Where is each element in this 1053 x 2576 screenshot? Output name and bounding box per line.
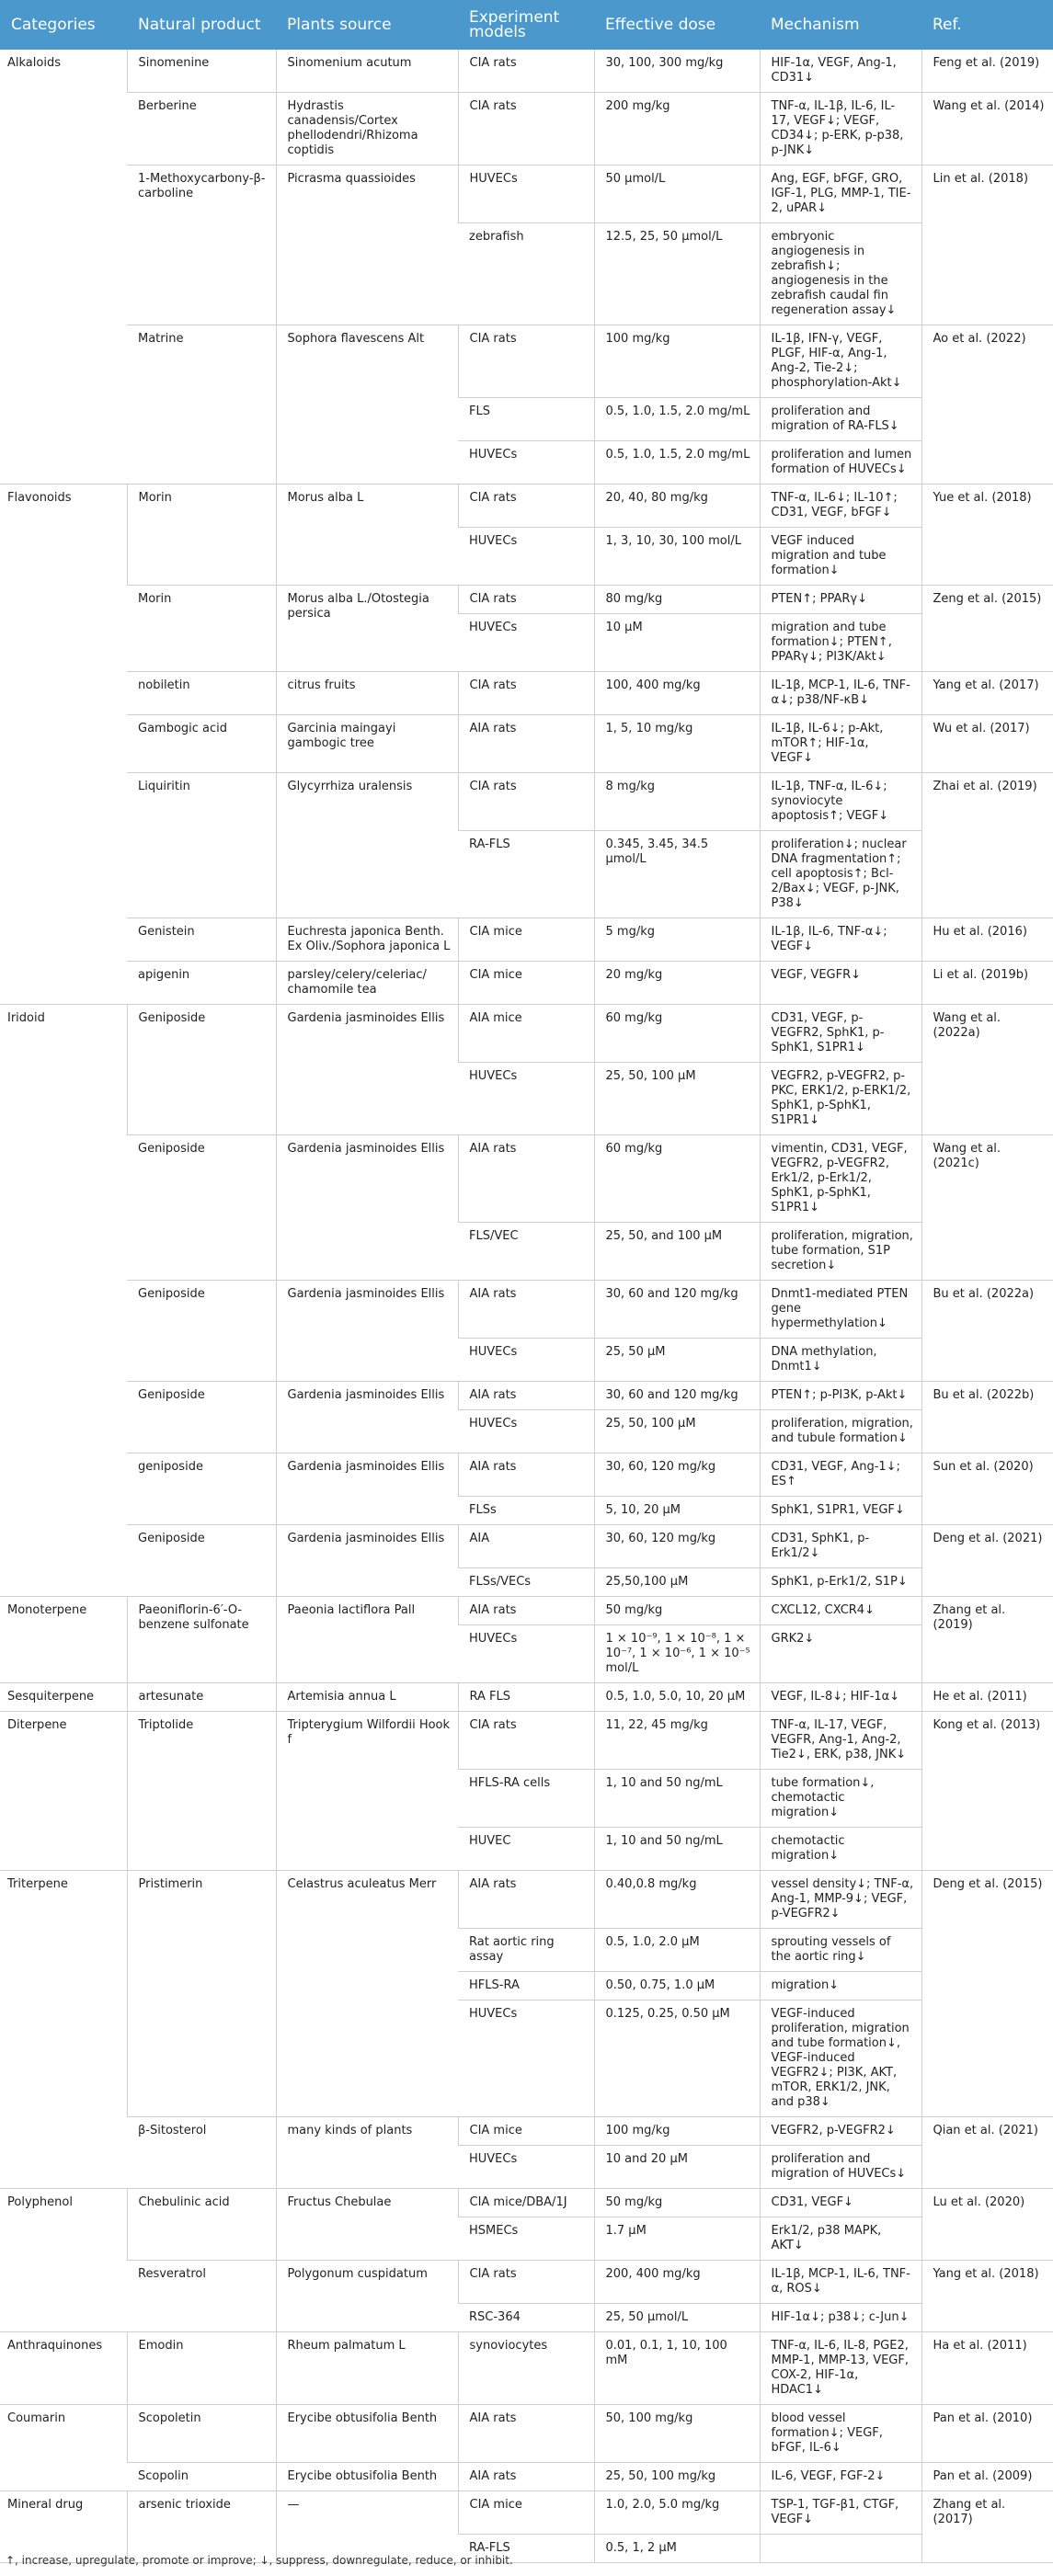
- ref-cell: Zhang et al. (2019): [921, 1597, 1053, 1683]
- effective-dose-cell: 100, 400 mg/kg: [594, 672, 760, 715]
- ref-cell: Feng et al. (2019): [921, 50, 1053, 93]
- effective-dose-cell: 25, 50, and 100 μM: [594, 1223, 760, 1281]
- category-cell: Mineral drug: [0, 2491, 127, 2563]
- mechanism-cell: IL-1β, IL-6, TNF-α↓; VEGF↓: [760, 918, 921, 962]
- experiment-model-cell: RA FLS: [458, 1683, 594, 1712]
- header-categories: Categories: [0, 0, 127, 50]
- experiment-model-cell: HUVECs: [458, 614, 594, 672]
- mechanism-cell: GRK2↓: [760, 1625, 921, 1683]
- effective-dose-cell: 60 mg/kg: [594, 1135, 760, 1223]
- ref-cell: Deng et al. (2015): [921, 1871, 1053, 2117]
- mechanism-cell: [760, 2535, 921, 2563]
- experiment-model-cell: CIA rats: [458, 672, 594, 715]
- table-row: [0, 2261, 1053, 2304]
- mechanism-cell: IL-1β, TNF-α, IL-6↓; synoviocyte apoptosis↑; VEGF↓: [760, 773, 921, 831]
- mechanism-cell: VEGF-induced proliferation, migration and tube formation↓, VEGF-induced VEGFR2↓; PI3K, AKT, mTOR, ERK1/2, JNK, and p38↓: [760, 2000, 921, 2117]
- experiment-model-cell: HUVEC: [458, 1828, 594, 1871]
- mechanism-cell: embryonic angiogenesis in zebrafish↓; angiogenesis in the zebrafish caudal fin regeneration assay↓: [760, 223, 921, 325]
- experiment-model-cell: AIA rats: [458, 715, 594, 773]
- mechanism-cell: VEGFR2, p-VEGFR2, p-PKC, ERK1/2, p-ERK1/2, SphK1, p-SphK1, S1PR1↓: [760, 1063, 921, 1135]
- header-ref: Ref.: [921, 0, 1053, 50]
- natural-product-cell: Scopoletin: [127, 2405, 276, 2463]
- natural-product-cell: Pristimerin: [127, 1871, 276, 2117]
- effective-dose-cell: 100 mg/kg: [594, 325, 760, 398]
- mechanism-cell: SphK1, S1PR1, VEGF↓: [760, 1497, 921, 1525]
- natural-product-cell: geniposide: [127, 1453, 276, 1525]
- table-row: [0, 1712, 1053, 1770]
- ref-cell: Wang et al. (2014): [921, 93, 1053, 165]
- table-row: [0, 2491, 1053, 2535]
- header-experiment-models: Experiment models: [458, 0, 594, 50]
- mechanism-cell: IL-1β, IL-6↓; p-Akt, mTOR↑; HIF-1α, VEGF↓: [760, 715, 921, 773]
- category-cell: Flavonoids: [0, 484, 127, 1005]
- ref-cell: Wang et al. (2021c): [921, 1135, 1053, 1281]
- experiment-model-cell: HUVECs: [458, 2000, 594, 2117]
- natural-product-cell: Morin: [127, 586, 276, 672]
- table-row: [0, 2117, 1053, 2146]
- experiment-model-cell: FLSs/VECs: [458, 1568, 594, 1597]
- experiment-model-cell: HSMECs: [458, 2217, 594, 2261]
- table-row: [0, 672, 1053, 715]
- experiment-model-cell: AIA rats: [458, 1382, 594, 1410]
- table-row: [0, 1382, 1053, 1410]
- table-row: [0, 773, 1053, 831]
- mechanism-cell: TNF-α, IL-1β, IL-6, IL-17, VEGF↓; VEGF, CD34↓; p-ERK, p-p38, p-JNK↓: [760, 93, 921, 165]
- plants-source-cell: Rheum palmatum L: [276, 2332, 458, 2405]
- mechanism-cell: VEGF, IL-8↓; HIF-1α↓: [760, 1683, 921, 1712]
- plants-source-cell: Glycyrrhiza uralensis: [276, 773, 458, 918]
- mechanism-cell: vessel density↓; TNF-α, Ang-1, MMP-9↓; VEGF, p-VEGFR2↓: [760, 1871, 921, 1929]
- experiment-model-cell: AIA rats: [458, 2405, 594, 2463]
- mechanism-cell: tube formation↓, chemotactic migration↓: [760, 1770, 921, 1828]
- effective-dose-cell: 30, 60, 120 mg/kg: [594, 1525, 760, 1568]
- ref-cell: Bu et al. (2022a): [921, 1281, 1053, 1382]
- effective-dose-cell: 0.5, 1.0, 2.0 μM: [594, 1929, 760, 1972]
- natural-product-cell: Berberine: [127, 93, 276, 165]
- category-cell: Sesquiterpene: [0, 1683, 127, 1712]
- effective-dose-cell: 100 mg/kg: [594, 2117, 760, 2146]
- natural-product-cell: Paeoniflorin-6′-O-benzene sulfonate: [127, 1597, 276, 1683]
- effective-dose-cell: 25, 50, 100 mg/kg: [594, 2463, 760, 2491]
- effective-dose-cell: 0.5, 1.0, 1.5, 2.0 mg/mL: [594, 398, 760, 441]
- mechanism-cell: Dnmt1-mediated PTEN gene hypermethylation↓: [760, 1281, 921, 1339]
- ref-cell: Yang et al. (2017): [921, 672, 1053, 715]
- experiment-model-cell: HUVECs: [458, 2146, 594, 2189]
- effective-dose-cell: 20, 40, 80 mg/kg: [594, 484, 760, 528]
- experiment-model-cell: HUVECs: [458, 1339, 594, 1382]
- mechanism-cell: HIF-1α, VEGF, Ang-1, CD31↓: [760, 50, 921, 93]
- plants-source-cell: Morus alba L./Otostegia persica: [276, 586, 458, 672]
- ref-cell: Ha et al. (2011): [921, 2332, 1053, 2405]
- plants-source-cell: Gardenia jasminoides Ellis: [276, 1135, 458, 1281]
- natural-product-cell: nobiletin: [127, 672, 276, 715]
- ref-cell: Yang et al. (2018): [921, 2261, 1053, 2332]
- mechanism-cell: TNF-α, IL-6↓; IL-10↑; CD31, VEGF, bFGF↓: [760, 484, 921, 528]
- table-row: [0, 50, 1053, 93]
- ref-cell: Li et al. (2019b): [921, 962, 1053, 1005]
- category-cell: Alkaloids: [0, 50, 127, 484]
- mechanism-cell: migration↓: [760, 1972, 921, 2000]
- mechanism-cell: TNF-α, IL-17, VEGF, VEGFR, Ang-1, Ang-2, Tie2↓, ERK, p38, JNK↓: [760, 1712, 921, 1770]
- ref-cell: Lin et al. (2018): [921, 165, 1053, 325]
- natural-product-cell: Matrine: [127, 325, 276, 484]
- header-natural-product: Natural product: [127, 0, 276, 50]
- table-row: [0, 1683, 1053, 1712]
- effective-dose-cell: 5 mg/kg: [594, 918, 760, 962]
- table-row: [0, 962, 1053, 1005]
- natural-product-cell: Emodin: [127, 2332, 276, 2405]
- effective-dose-cell: 200 mg/kg: [594, 93, 760, 165]
- experiment-model-cell: HUVECs: [458, 165, 594, 223]
- mechanism-cell: proliferation and migration of RA-FLS↓: [760, 398, 921, 441]
- experiment-model-cell: CIA rats: [458, 93, 594, 165]
- experiment-model-cell: AIA rats: [458, 1871, 594, 1929]
- header-mechanism: Mechanism: [760, 0, 921, 50]
- natural-product-cell: β-Sitosterol: [127, 2117, 276, 2189]
- mechanism-cell: sprouting vessels of the aortic ring↓: [760, 1929, 921, 1972]
- table-row: [0, 715, 1053, 773]
- mechanism-cell: migration and tube formation↓; PTEN↑, PPARγ↓; PI3K/Akt↓: [760, 614, 921, 672]
- mechanism-cell: CXCL12, CXCR4↓: [760, 1597, 921, 1625]
- plants-source-cell: Hydrastis canadensis/Cortex phellodendri/Rhizoma coptidis: [276, 93, 458, 165]
- experiment-model-cell: AIA rats: [458, 1453, 594, 1497]
- ref-cell: Pan et al. (2009): [921, 2463, 1053, 2491]
- effective-dose-cell: 20 mg/kg: [594, 962, 760, 1005]
- effective-dose-cell: 25, 50, 100 μM: [594, 1063, 760, 1135]
- table-row: [0, 1135, 1053, 1223]
- experiment-model-cell: FLSs: [458, 1497, 594, 1525]
- footnote: ↑, increase, upregulate, promote or improve; ↓, suppress, downregulate, reduce, or inhibit.: [6, 2554, 513, 2567]
- table-row: [0, 1453, 1053, 1497]
- ref-cell: Wu et al. (2017): [921, 715, 1053, 773]
- table-row: [0, 1871, 1053, 1929]
- ref-cell: Sun et al. (2020): [921, 1453, 1053, 1525]
- mechanism-cell: CD31, VEGF, p-VEGFR2, SphK1, p-SphK1, S1PR1↓: [760, 1005, 921, 1063]
- effective-dose-cell: 30, 60 and 120 mg/kg: [594, 1382, 760, 1410]
- natural-product-cell: artesunate: [127, 1683, 276, 1712]
- table-row: [0, 165, 1053, 223]
- header-plants-source: Plants source: [276, 0, 458, 50]
- effective-dose-cell: 0.125, 0.25, 0.50 μM: [594, 2000, 760, 2117]
- experiment-model-cell: CIA mice: [458, 918, 594, 962]
- category-cell: Anthraquinones: [0, 2332, 127, 2405]
- effective-dose-cell: 0.5, 1.0, 1.5, 2.0 mg/mL: [594, 441, 760, 484]
- plants-source-cell: Paeonia lactiflora Pall: [276, 1597, 458, 1683]
- category-cell: Iridoid: [0, 1005, 127, 1597]
- mechanism-cell: chemotactic migration↓: [760, 1828, 921, 1871]
- experiment-model-cell: HUVECs: [458, 441, 594, 484]
- effective-dose-cell: 0.40,0.8 mg/kg: [594, 1871, 760, 1929]
- table-row: [0, 918, 1053, 962]
- mechanism-cell: proliferation↓; nuclear DNA fragmentation↑; cell apoptosis↑; Bcl-2/Bax↓; VEGF, p-JNK, P38↓: [760, 831, 921, 918]
- ref-cell: Wang et al. (2022a): [921, 1005, 1053, 1135]
- mechanism-cell: HIF-1α↓; p38↓; c-Jun↓: [760, 2304, 921, 2332]
- ref-cell: Pan et al. (2010): [921, 2405, 1053, 2463]
- experiment-model-cell: HUVECs: [458, 1063, 594, 1135]
- mechanism-cell: TSP-1, TGF-β1, CTGF, VEGF↓: [760, 2491, 921, 2535]
- experiment-model-cell: CIA mice: [458, 2491, 594, 2535]
- mechanism-cell: SphK1, p-Erk1/2, S1P↓: [760, 1568, 921, 1597]
- natural-product-cell: Geniposide: [127, 1382, 276, 1453]
- experiment-model-cell: FLS: [458, 398, 594, 441]
- experiment-model-cell: AIA rats: [458, 1135, 594, 1223]
- effective-dose-cell: 0.01, 0.1, 1, 10, 100 mM: [594, 2332, 760, 2405]
- natural-product-cell: Chebulinic acid: [127, 2189, 276, 2261]
- plants-source-cell: Artemisia annua L: [276, 1683, 458, 1712]
- table-row: [0, 1525, 1053, 1568]
- plants-source-cell: Euchresta japonica Benth. Ex Oliv./Sophora japonica L: [276, 918, 458, 962]
- plants-source-cell: Erycibe obtusifolia Benth: [276, 2463, 458, 2491]
- plants-source-cell: Sinomenium acutum: [276, 50, 458, 93]
- ref-cell: Zhai et al. (2019): [921, 773, 1053, 918]
- plants-source-cell: Tripterygium Wilfordii Hook f: [276, 1712, 458, 1871]
- natural-product-cell: Resveratrol: [127, 2261, 276, 2332]
- mechanism-cell: proliferation, migration, and tubule formation↓: [760, 1410, 921, 1453]
- plants-source-cell: many kinds of plants: [276, 2117, 458, 2189]
- mechanism-cell: CD31, VEGF, Ang-1↓; ES↑: [760, 1453, 921, 1497]
- mechanism-cell: VEGF induced migration and tube formation↓: [760, 528, 921, 586]
- natural-product-cell: Gambogic acid: [127, 715, 276, 773]
- ref-cell: Bu et al. (2022b): [921, 1382, 1053, 1453]
- ref-cell: Qian et al. (2021): [921, 2117, 1053, 2189]
- effective-dose-cell: 10 and 20 μM: [594, 2146, 760, 2189]
- experiment-model-cell: CIA rats: [458, 773, 594, 831]
- natural-product-cell: Geniposide: [127, 1281, 276, 1382]
- natural-product-cell: Liquiritin: [127, 773, 276, 918]
- category-cell: Coumarin: [0, 2405, 127, 2491]
- mechanism-cell: PTEN↑; p-PI3K, p-Akt↓: [760, 1382, 921, 1410]
- experiment-model-cell: CIA rats: [458, 484, 594, 528]
- effective-dose-cell: 50 μmol/L: [594, 165, 760, 223]
- experiment-model-cell: HUVECs: [458, 528, 594, 586]
- category-cell: Polyphenol: [0, 2189, 127, 2332]
- effective-dose-cell: 25, 50, 100 μM: [594, 1410, 760, 1453]
- mechanism-cell: VEGF, VEGFR↓: [760, 962, 921, 1005]
- mechanism-cell: Erk1/2, p38 MAPK, AKT↓: [760, 2217, 921, 2261]
- plants-source-cell: Garcinia maingayi gambogic tree: [276, 715, 458, 773]
- plants-source-cell: Gardenia jasminoides Ellis: [276, 1453, 458, 1525]
- table-row: [0, 2332, 1053, 2405]
- plants-source-cell: Gardenia jasminoides Ellis: [276, 1005, 458, 1135]
- experiment-model-cell: CIA rats: [458, 50, 594, 93]
- plants-source-cell: Morus alba L: [276, 484, 458, 586]
- experiment-model-cell: zebrafish: [458, 223, 594, 325]
- mechanism-cell: TNF-α, IL-6, IL-8, PGE2, MMP-1, MMP-13, VEGF, COX-2, HIF-1α, HDAC1↓: [760, 2332, 921, 2405]
- experiment-model-cell: Rat aortic ring assay: [458, 1929, 594, 1972]
- experiment-model-cell: AIA rats: [458, 1281, 594, 1339]
- experiment-model-cell: RA-FLS: [458, 831, 594, 918]
- table-row: [0, 2189, 1053, 2217]
- plants-source-cell: Polygonum cuspidatum: [276, 2261, 458, 2332]
- table-row: [0, 484, 1053, 528]
- mechanism-cell: IL-6, VEGF, FGF-2↓: [760, 2463, 921, 2491]
- effective-dose-cell: 11, 22, 45 mg/kg: [594, 1712, 760, 1770]
- experiment-model-cell: CIA rats: [458, 325, 594, 398]
- ref-cell: Deng et al. (2021): [921, 1525, 1053, 1597]
- experiment-model-cell: CIA mice: [458, 962, 594, 1005]
- effective-dose-cell: 1, 10 and 50 ng/mL: [594, 1770, 760, 1828]
- experiment-model-cell: HUVECs: [458, 1410, 594, 1453]
- effective-dose-cell: 0.345, 3.45, 34.5 μmol/L: [594, 831, 760, 918]
- mechanism-cell: IL-1β, MCP-1, IL-6, TNF-α, ROS↓: [760, 2261, 921, 2304]
- effective-dose-cell: 50 mg/kg: [594, 2189, 760, 2217]
- experiment-model-cell: AIA rats: [458, 1597, 594, 1625]
- effective-dose-cell: 0.50, 0.75, 1.0 μM: [594, 1972, 760, 2000]
- ref-cell: Zhang et al. (2017): [921, 2491, 1053, 2563]
- effective-dose-cell: 30, 60, 120 mg/kg: [594, 1453, 760, 1497]
- effective-dose-cell: 200, 400 mg/kg: [594, 2261, 760, 2304]
- ref-cell: He et al. (2011): [921, 1683, 1053, 1712]
- mechanism-cell: CD31, VEGF↓: [760, 2189, 921, 2217]
- natural-product-cell: 1-Methoxycarbony-β-carboline: [127, 165, 276, 325]
- plants-source-cell: Sophora flavescens Alt: [276, 325, 458, 484]
- effective-dose-cell: 0.5, 1, 2 μM: [594, 2535, 760, 2563]
- effective-dose-cell: 30, 60 and 120 mg/kg: [594, 1281, 760, 1339]
- effective-dose-cell: 0.5, 1.0, 5.0, 10, 20 μM: [594, 1683, 760, 1712]
- header-row: [0, 0, 1053, 50]
- effective-dose-cell: 8 mg/kg: [594, 773, 760, 831]
- plants-source-cell: Gardenia jasminoides Ellis: [276, 1382, 458, 1453]
- ref-cell: Ao et al. (2022): [921, 325, 1053, 484]
- mechanism-cell: proliferation and migration of HUVECs↓: [760, 2146, 921, 2189]
- mechanism-cell: blood vessel formation↓; VEGF, bFGF, IL-6↓: [760, 2405, 921, 2463]
- mechanism-cell: vimentin, CD31, VEGF, VEGFR2, p-VEGFR2, Erk1/2, p-Erk1/2, SphK1, p-SphK1, S1PR1↓: [760, 1135, 921, 1223]
- effective-dose-cell: 50, 100 mg/kg: [594, 2405, 760, 2463]
- ref-cell: Zeng et al. (2015): [921, 586, 1053, 672]
- experiment-model-cell: CIA mice: [458, 2117, 594, 2146]
- effective-dose-cell: 25, 50 μmol/L: [594, 2304, 760, 2332]
- mechanism-cell: CD31, SphK1, p-Erk1/2↓: [760, 1525, 921, 1568]
- effective-dose-cell: 10 μM: [594, 614, 760, 672]
- effective-dose-cell: 1 × 10⁻⁹, 1 × 10⁻⁸, 1 × 10⁻⁷, 1 × 10⁻⁶, 1 × 10⁻⁵ mol/L: [594, 1625, 760, 1683]
- natural-product-cell: Morin: [127, 484, 276, 586]
- effective-dose-cell: 1, 10 and 50 ng/mL: [594, 1828, 760, 1871]
- experiment-model-cell: RA-FLS: [458, 2535, 594, 2563]
- natural-product-cell: Geniposide: [127, 1135, 276, 1281]
- table-row: [0, 2463, 1053, 2491]
- experiment-model-cell: synoviocytes: [458, 2332, 594, 2405]
- natural-product-cell: Geniposide: [127, 1005, 276, 1135]
- experiment-model-cell: AIA rats: [458, 2463, 594, 2491]
- effective-dose-cell: 60 mg/kg: [594, 1005, 760, 1063]
- table-row: [0, 2405, 1053, 2463]
- effective-dose-cell: 5, 10, 20 μM: [594, 1497, 760, 1525]
- mechanism-cell: PTEN↑; PPARγ↓: [760, 586, 921, 614]
- effective-dose-cell: 1, 5, 10 mg/kg: [594, 715, 760, 773]
- plants-source-cell: Celastrus aculeatus Merr: [276, 1871, 458, 2117]
- table-row: [0, 1281, 1053, 1339]
- mechanism-cell: proliferation, migration, tube formation, S1P secretion↓: [760, 1223, 921, 1281]
- mechanism-cell: proliferation and lumen formation of HUVECs↓: [760, 441, 921, 484]
- natural-product-cell: Geniposide: [127, 1525, 276, 1597]
- mechanism-cell: VEGFR2, p-VEGFR2↓: [760, 2117, 921, 2146]
- effective-dose-cell: 12.5, 25, 50 μmol/L: [594, 223, 760, 325]
- plants-source-cell: Fructus Chebulae: [276, 2189, 458, 2261]
- effective-dose-cell: 30, 100, 300 mg/kg: [594, 50, 760, 93]
- plants-source-cell: Gardenia jasminoides Ellis: [276, 1525, 458, 1597]
- natural-product-cell: Scopolin: [127, 2463, 276, 2491]
- plants-source-cell: parsley/celery/celeriac/ chamomile tea: [276, 962, 458, 1005]
- effective-dose-cell: 1.0, 2.0, 5.0 mg/kg: [594, 2491, 760, 2535]
- ref-cell: Hu et al. (2016): [921, 918, 1053, 962]
- effective-dose-cell: 1.7 μM: [594, 2217, 760, 2261]
- experiment-model-cell: CIA rats: [458, 1712, 594, 1770]
- plants-source-cell: Erycibe obtusifolia Benth: [276, 2405, 458, 2463]
- category-cell: Diterpene: [0, 1712, 127, 1871]
- natural-product-cell: apigenin: [127, 962, 276, 1005]
- plants-source-cell: —: [276, 2491, 458, 2563]
- plants-source-cell: Gardenia jasminoides Ellis: [276, 1281, 458, 1382]
- experiment-model-cell: HFLS-RA: [458, 1972, 594, 2000]
- category-cell: Monoterpene: [0, 1597, 127, 1683]
- experiment-model-cell: RSC-364: [458, 2304, 594, 2332]
- natural-product-cell: arsenic trioxide: [127, 2491, 276, 2563]
- plants-source-cell: Picrasma quassioides: [276, 165, 458, 325]
- natural-product-cell: Genistein: [127, 918, 276, 962]
- experiment-model-cell: HUVECs: [458, 1625, 594, 1683]
- experiment-model-cell: FLS/VEC: [458, 1223, 594, 1281]
- effective-dose-cell: 25,50,100 μM: [594, 1568, 760, 1597]
- ref-cell: Yue et al. (2018): [921, 484, 1053, 586]
- effective-dose-cell: 50 mg/kg: [594, 1597, 760, 1625]
- natural-product-cell: Sinomenine: [127, 50, 276, 93]
- category-cell: Triterpene: [0, 1871, 127, 2189]
- header-effective-dose: Effective dose: [594, 0, 760, 50]
- experiment-model-cell: CIA mice/DBA/1J: [458, 2189, 594, 2217]
- table-row: [0, 93, 1053, 165]
- mechanism-cell: IL-1β, MCP-1, IL-6, TNF-α↓; p38/NF-κB↓: [760, 672, 921, 715]
- table-row: [0, 1597, 1053, 1625]
- effective-dose-cell: 1, 3, 10, 30, 100 mol/L: [594, 528, 760, 586]
- ref-cell: Lu et al. (2020): [921, 2189, 1053, 2261]
- experiment-model-cell: AIA mice: [458, 1005, 594, 1063]
- table-row: [0, 586, 1053, 614]
- experiment-model-cell: AIA: [458, 1525, 594, 1568]
- plants-source-cell: citrus fruits: [276, 672, 458, 715]
- mechanism-cell: DNA methylation, Dnmt1↓: [760, 1339, 921, 1382]
- experiment-model-cell: CIA rats: [458, 586, 594, 614]
- mechanism-cell: IL-1β, IFN-γ, VEGF, PLGF, HIF-α, Ang-1, Ang-2, Tie-2↓; phosphorylation-Akt↓: [760, 325, 921, 398]
- ref-cell: Kong et al. (2013): [921, 1712, 1053, 1871]
- table-row: [0, 1005, 1053, 1063]
- table-row: [0, 325, 1053, 398]
- natural-product-cell: Triptolide: [127, 1712, 276, 1871]
- effective-dose-cell: 25, 50 μM: [594, 1339, 760, 1382]
- mechanism-cell: Ang, EGF, bFGF, GRO, IGF-1, PLG, MMP-1, TIE-2, uPAR↓: [760, 165, 921, 223]
- experiment-model-cell: HFLS-RA cells: [458, 1770, 594, 1828]
- effective-dose-cell: 80 mg/kg: [594, 586, 760, 614]
- experiment-model-cell: CIA rats: [458, 2261, 594, 2304]
